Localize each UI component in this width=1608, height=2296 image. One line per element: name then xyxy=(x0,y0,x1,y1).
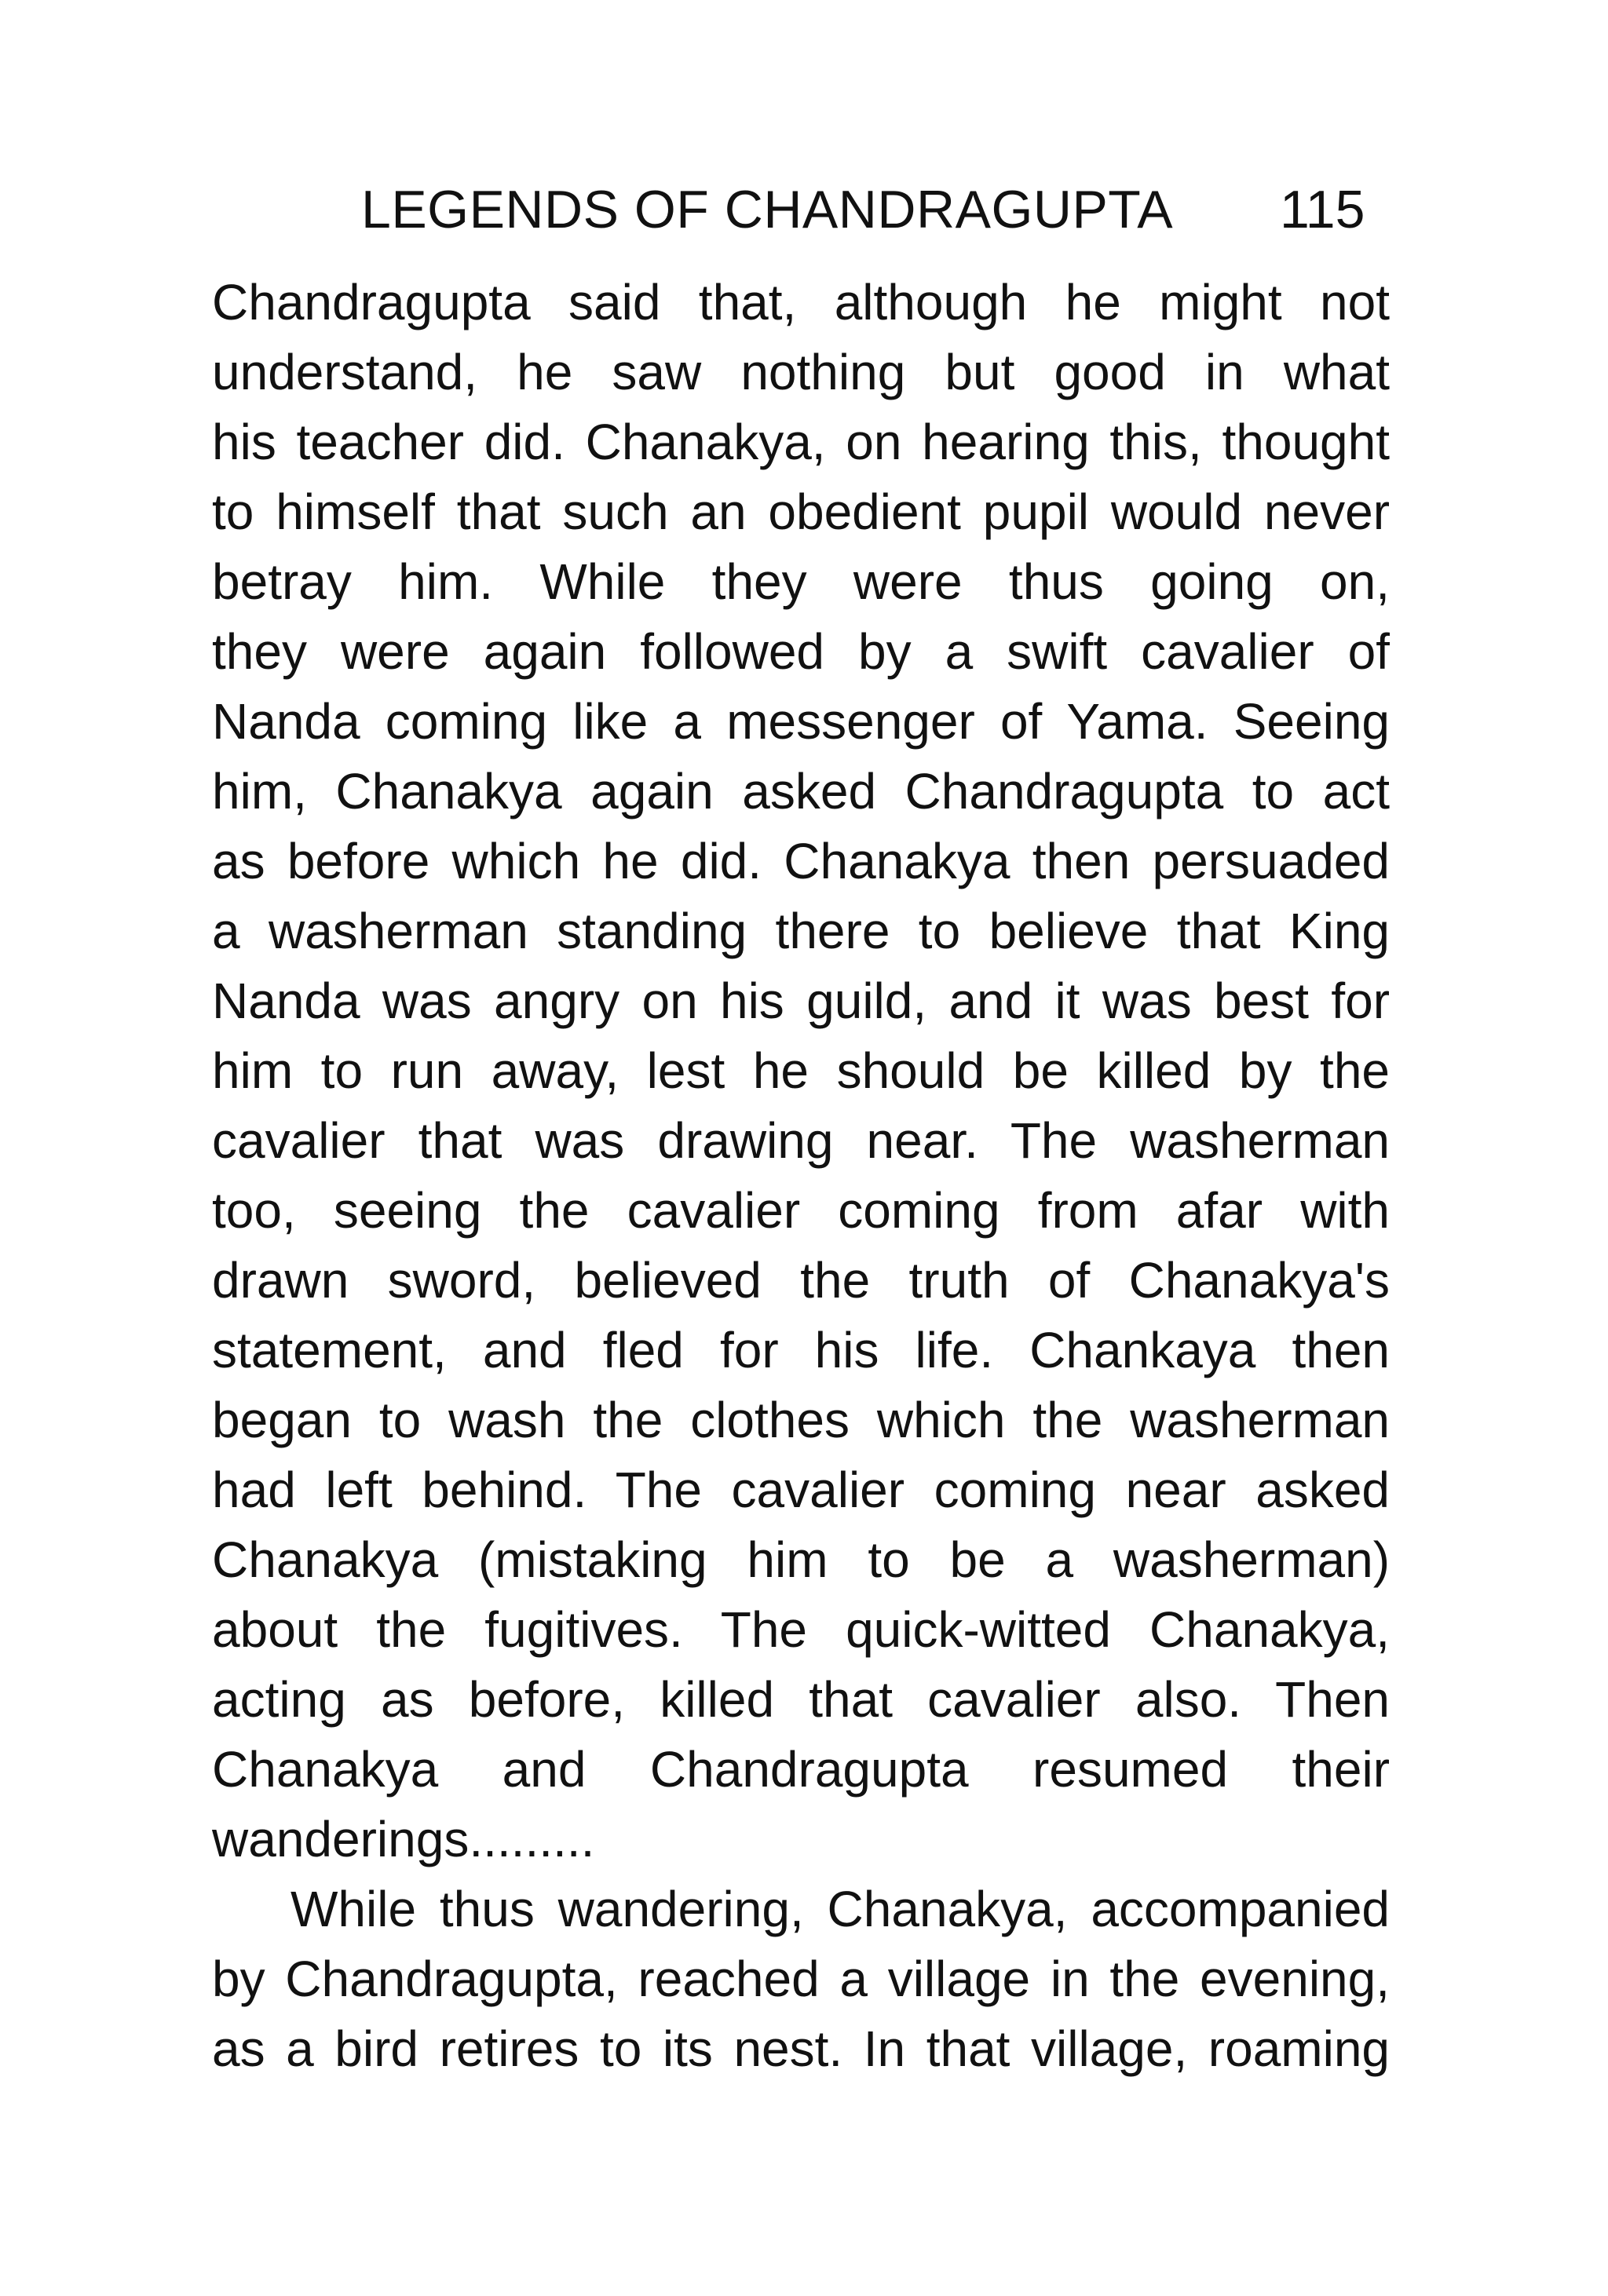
text-line: drawn sword, believed the truth of Chanakya's xyxy=(212,1252,1390,1309)
page-number: 115 xyxy=(1280,180,1365,239)
text-line: about the fugitives. The quick-witted Chanakya, xyxy=(212,1601,1390,1658)
text-line: him, Chanakya again asked Chandragupta to act xyxy=(212,763,1390,819)
text-line: cavalier that was drawing near. The washerman xyxy=(212,1112,1390,1169)
text-line: Nanda coming like a messenger of Yama. Seeing xyxy=(212,693,1390,750)
text-line: as before which he did. Chanakya then persuaded xyxy=(212,833,1390,889)
text-line: Chandragupta said that, although he might not xyxy=(212,274,1390,330)
text-line: understand, he saw nothing but good in what xyxy=(212,344,1390,400)
text-line: too, seeing the cavalier coming from afar with xyxy=(212,1182,1390,1239)
text-line: Chanakya and Chandragupta resumed their xyxy=(212,1741,1390,1798)
text-line: statement, and fled for his life. Chankaya then xyxy=(212,1322,1390,1378)
paragraph-first-line: While thus wandering, Chanakya, accompanied xyxy=(291,1881,1390,1937)
text-line: began to wash the clothes which the washerman xyxy=(212,1392,1390,1448)
text-line: by Chandragupta, reached a village in the evening, xyxy=(212,1951,1390,2007)
text-line: a washerman standing there to believe that King xyxy=(212,903,1390,959)
text-line: they were again followed by a swift cavalier of xyxy=(212,623,1390,680)
text-line: as a bird retires to its nest. In that village, roaming xyxy=(212,2020,1390,2077)
text-line: his teacher did. Chanakya, on hearing this, thought xyxy=(212,414,1390,470)
text-line: betray him. While they were thus going on, xyxy=(212,553,1390,610)
text-line: wanderings......... xyxy=(212,1811,595,1867)
running-title: LEGENDS OF CHANDRAGUPTA xyxy=(361,180,1174,239)
text-line: Chanakya (mistaking him to be a washerman) xyxy=(212,1531,1390,1588)
text-line: to himself that such an obedient pupil would never xyxy=(212,484,1390,540)
text-line: Nanda was angry on his guild, and it was best for xyxy=(212,973,1390,1029)
text-line: acting as before, killed that cavalier also. Then xyxy=(212,1671,1390,1728)
text-line: him to run away, lest he should be killed by the xyxy=(212,1042,1390,1099)
text-line: had left behind. The cavalier coming near asked xyxy=(212,1462,1390,1518)
page-header xyxy=(0,174,1608,245)
